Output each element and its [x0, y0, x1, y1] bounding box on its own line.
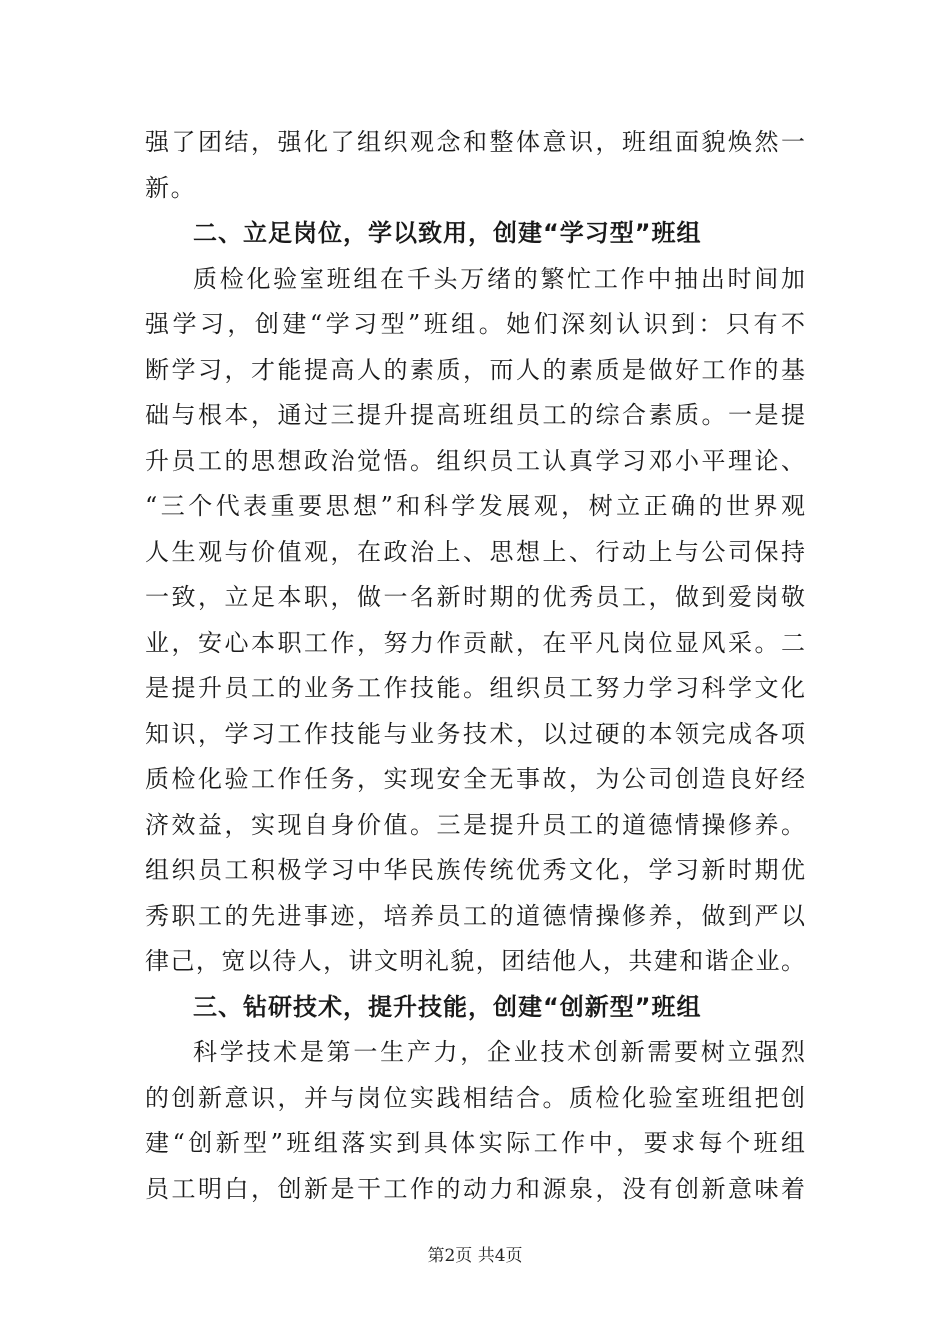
body-line: 人生观与价值观，在政治上、思想上、行动上与公司保持 [145, 537, 805, 566]
body-line: 的创新意识，并与岗位实践相结合。质检化验室班组把创 [145, 1083, 805, 1112]
body-line: 一致，立足本职，做一名新时期的优秀员工，做到爱岗敬 [145, 583, 805, 611]
body-line: “三个代表重要思想”和科学发展观，树立正确的世界观 [145, 492, 805, 520]
body-line: 础与根本，通过三提升提高班组员工的综合素质。一是提 [145, 401, 805, 429]
body-line: 知识，学习工作技能与业务技术，以过硬的本领完成各项 [145, 719, 805, 748]
body-line: 律己，宽以待人，讲文明礼貌，团结他人，共建和谐企业。 [145, 947, 805, 975]
section-heading: 三、钻研技术，提升技能，创建“创新型”班组 [193, 992, 702, 1021]
body-line: 强学习，创建“学习型”班组。她们深刻认识到：只有不 [145, 310, 805, 338]
body-line: 秀职工的先进事迹，培养员工的道德情操修养，做到严以 [145, 901, 805, 930]
body-line: 强了团结，强化了组织观念和整体意识，班组面貌焕然一 [145, 128, 805, 156]
body-line: 新。 [145, 173, 197, 202]
paragraph-first-line: 科学技术是第一生产力，企业技术创新需要树立强烈 [193, 1038, 805, 1066]
section-heading: 二、立足岗位，学以致用，创建“学习型”班组 [193, 219, 702, 247]
body-line: 断学习，才能提高人的素质，而人的素质是做好工作的基 [145, 355, 805, 384]
body-line: 济效益，实现自身价值。三是提升员工的道德情操修养。 [145, 810, 805, 839]
page-footer: 第2页 共4页 [427, 1246, 523, 1266]
body-line: 建“创新型”班组落实到具体实际工作中，要求每个班组 [145, 1129, 805, 1157]
document-body [145, 120, 805, 1212]
body-line: 员工明白，创新是干工作的动力和源泉，没有创新意味着 [145, 1174, 805, 1203]
body-line: 组织员工积极学习中华民族传统优秀文化，学习新时期优 [145, 856, 805, 884]
body-line: 升员工的思想政治觉悟。组织员工认真学习邓小平理论、 [145, 446, 805, 475]
body-line: 业，安心本职工作，努力作贡献，在平凡岗位显风采。二 [145, 628, 805, 657]
body-line: 是提升员工的业务工作技能。组织员工努力学习科学文化 [145, 674, 805, 702]
body-line: 质检化验工作任务，实现安全无事故，为公司创造良好经 [145, 765, 805, 793]
paragraph-first-line: 质检化验室班组在千头万绪的繁忙工作中抽出时间加 [193, 264, 805, 293]
